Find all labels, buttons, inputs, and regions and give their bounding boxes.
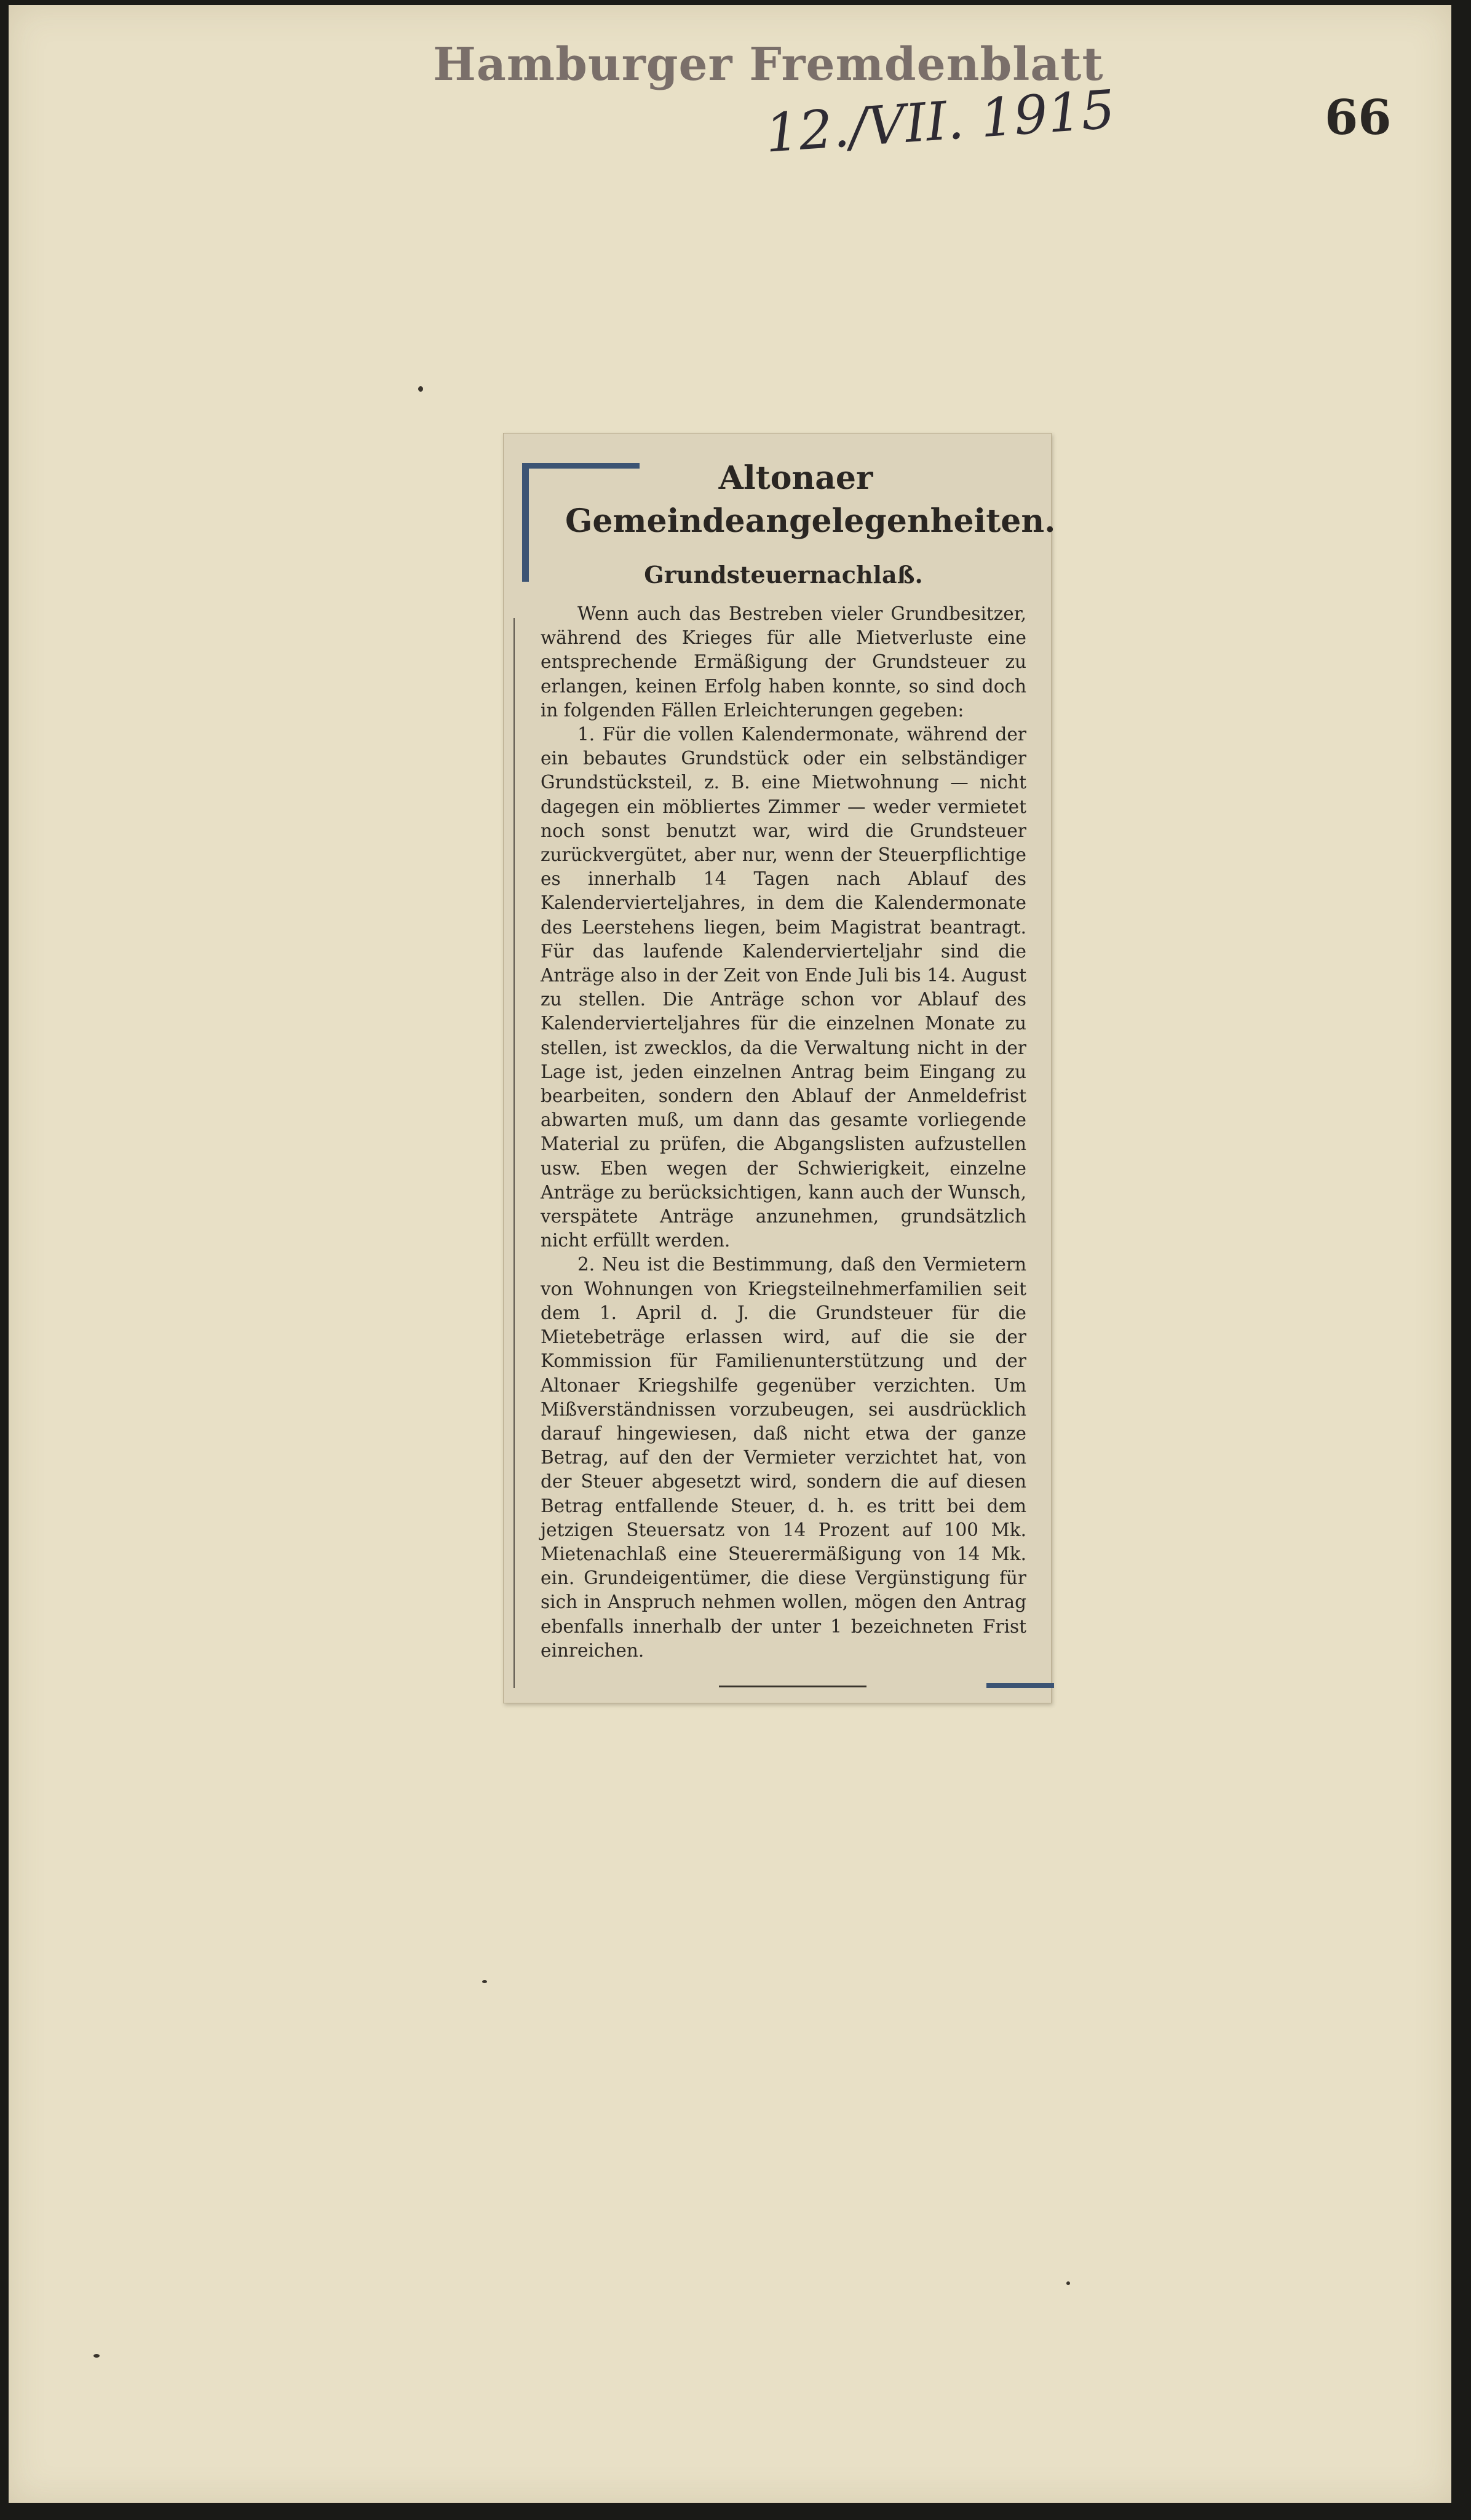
paper-speck xyxy=(482,1980,487,1983)
handwritten-date: 12./VII. 1915 xyxy=(763,79,1117,165)
article-paragraph: 2. Neu ist die Bestimmung, daß den Vermietern von Wohnungen von Kriegsteilnehmerfamilien seit dem 1. April d. J. die Grundsteuer für die Mietebeträge erlassen wird, auf die sie der Kommission für Familienunterstützung und der Altonaer Kriegshilfe gegenüber verzichten. Um Mißverständnissen vorzubeugen, sei ausdrücklich darauf hingewiesen, daß nicht etwa der ganze Betrag, auf den der Vermieter verzichtet hat, von der Steuer abgesetzt wird, sondern die auf diesen Betrag entfallende Steuer, d. h. es tritt bei dem jetzigen Steuersatz von 14 Prozent auf 100 Mk. Mietenachlaß eine Steuerermäßigung von 14 Mk. ein. Grundeigentümer, die diese Vergünstigung für sich in Anspruch nehmen wollen, mögen den Antrag ebenfalls innerhalb der unter 1 bezeichneten Frist einreichen. xyxy=(541,1254,1026,1661)
paper-speck xyxy=(93,2354,100,2358)
headline-line-1: Altonaer xyxy=(718,459,873,497)
newspaper-clipping xyxy=(503,433,1056,1703)
article-paragraph: 1. Für die vollen Kalendermonate, während der ein bebautes Grundstück oder ein selbständiger Grundstücksteil, z. B. eine Mietwohnung — nicht dagegen ein möbliertes Zimmer — weder vermietet noch sonst benutzt war, wird die Grundsteuer zurückvergütet, aber nur, wenn der Steuerpflichtige es innerhalb 14 Tagen nach Ablauf des Kalendervierteljahres, in dem die Kalendermonate des Leerstehens liegen, beim Magistrat beantragt. Für das laufende Kalendervierteljahr sind die Anträge also in der Zeit von Ende Juli bis 14. August zu stellen. Die Anträge schon vor Ablauf des Kalendervierteljahres für die einzelnen Monate zu stellen, ist zwecklos, da die Verwaltung nicht in der Lage ist, jeden einzelnen Antrag beim Eingang zu bearbeiten, sondern den Ablauf der Anmeldefrist abwarten muß, um dann das gesamte vorliegende Material zu prüfen, die Abgangslisten aufzustellen usw. Eben wegen der Schwierigkeit, einzelne Anträge zu berücksichtigen, kann auch der Wunsch, verspätete Anträge anzunehmen, grundsätzlich nicht erfüllt werden. xyxy=(541,724,1026,1251)
paper-speck xyxy=(1066,2281,1070,2285)
archive-sheet xyxy=(9,5,1451,2503)
blue-pencil-bracket xyxy=(522,463,640,582)
article-subheadline: Grundsteuernachlaß. xyxy=(644,561,923,588)
newspaper-stamp: Hamburger Fremdenblatt xyxy=(433,38,1104,91)
column-rule xyxy=(513,618,515,1688)
headline-line-2: Gemeindeangelegenheiten. xyxy=(565,502,1056,540)
article-body xyxy=(541,602,1026,1663)
article-paragraph: Wenn auch das Bestreben vieler Grundbesitzer, während des Krieges für alle Mietverluste eine entsprechende Ermäßigung der Grundsteuer zu erlangen, keinen Erfolg haben konnte, so sind doch in folgenden Fällen Erleichterungen gegeben: xyxy=(541,603,1026,721)
paper-speck xyxy=(418,386,423,392)
page-number: 66 xyxy=(1325,90,1392,146)
blue-pencil-mark xyxy=(986,1683,1054,1688)
end-rule xyxy=(719,1686,866,1687)
